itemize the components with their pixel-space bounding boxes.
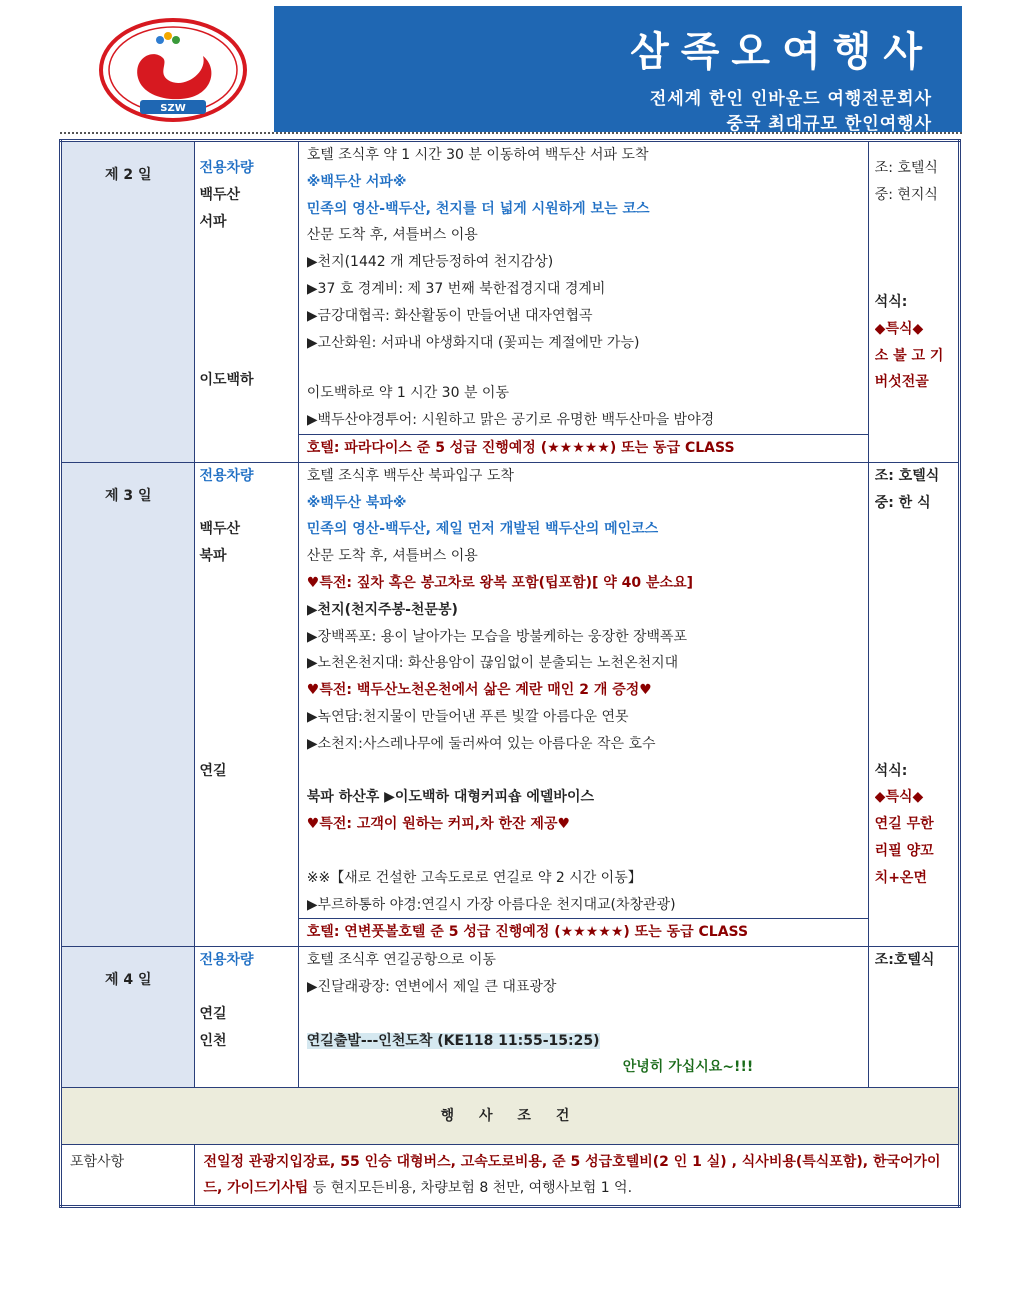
activity-line: ※※【새로 건설한 고속도로로 연길로 약 2 시간 이동】 xyxy=(306,869,642,886)
location-label: 북파 xyxy=(199,548,227,565)
special-meal: ◆특식◆ xyxy=(874,320,924,337)
activity-line: ▶37 호 경계비: 제 37 번째 북한접경지대 경계비 xyxy=(306,280,606,297)
activity-line: 북파 하산후 ▶이도백하 대형커피숍 에델바이스 xyxy=(306,789,594,806)
meal-line: 조: 호텔식 xyxy=(874,467,940,484)
special-meal: 소 불 고 기 xyxy=(874,347,944,364)
included-items: 전일정 관광지입장료, 55 인승 대형버스, 고속도로비용, 준 5 성급호텔비(2 인 1 실) , 식사비용(특식포함), 한국어가이드, 가이드기사팁 xyxy=(203,1154,941,1197)
meal-cell xyxy=(868,141,959,463)
included-text xyxy=(195,1145,960,1207)
activity-line: 이도백하로 약 1 시간 30 분 이동 xyxy=(306,385,509,402)
location-cell xyxy=(195,947,298,1088)
location-label: 전용차량 xyxy=(199,467,254,484)
conditions-title-row xyxy=(61,1088,960,1145)
activity-line: ▶백두산야경투어: 시원하고 맑은 공기로 유명한 백두산마을 밤야경 xyxy=(306,412,715,429)
meal-line: 중: 한 식 xyxy=(874,494,931,511)
activity-line: ▶천지(1442 개 계단등정하여 천지감상) xyxy=(306,254,554,271)
section-heading: 민족의 영산-백두산, 제일 먼저 개발된 백두산의 메인코스 xyxy=(306,521,659,538)
hotel-line: 호텔: 파라다이스 준 5 성급 진행예정 (★★★★★) 또는 동급 CLASS xyxy=(299,434,868,462)
company-logo xyxy=(98,18,248,122)
special-meal: 버섯전골 xyxy=(874,374,929,391)
activity-line: 산문 도착 후, 셔틀버스 이용 xyxy=(306,227,478,244)
special-meal: 리필 양꼬 xyxy=(874,842,934,859)
location-label: 인천 xyxy=(199,1032,227,1049)
activity-line: ▶장백폭포: 용이 날아가는 모습을 방불케하는 웅장한 장백폭포 xyxy=(306,628,688,645)
activity-line: ▶소천지:사스레나무에 둘러싸여 있는 아름다운 작은 호수 xyxy=(306,735,656,752)
activity-line: ▶녹연담:천지물이 만들어낸 푸른 빛깔 아름다운 연못 xyxy=(306,708,629,725)
meal-cell xyxy=(868,947,959,1088)
activity-cell xyxy=(298,462,868,946)
included-label: 포함사항 xyxy=(61,1145,195,1207)
farewell-text: 안녕히 가십시요~!!! xyxy=(622,1059,754,1076)
special-meal: ◆특식◆ xyxy=(874,789,924,806)
activity-line: ▶금강대협곡: 화산활동이 만들어낸 대자연협곡 xyxy=(306,307,593,324)
divider xyxy=(60,132,962,134)
meal-line: 조:호텔식 xyxy=(874,952,935,969)
activity-line: ▶천지(천지주봉-천문봉) xyxy=(306,601,458,618)
activity-line: ▶부르하통하 야경:연길시 가장 아름다운 천지대교(차창관광) xyxy=(306,896,676,913)
meal-line: 중: 현지식 xyxy=(874,186,938,203)
day-row xyxy=(61,947,960,1088)
location-cell xyxy=(195,462,298,946)
meal-line: 조: 호텔식 xyxy=(874,160,938,176)
company-subtitle: 전세계 한인 인바운드 여행전문회사 xyxy=(649,89,932,109)
activity-line: ▶진달래광장: 연변에서 제일 큰 대표광장 xyxy=(306,978,557,995)
meal-line: 석식: xyxy=(874,293,908,310)
section-heading: ※백두산 서파※ xyxy=(306,173,407,190)
section-heading: ※백두산 북파※ xyxy=(306,494,407,511)
activity-line: 호텔 조식후 백두산 북파입구 도착 xyxy=(306,467,514,484)
included-extra: 등 현지모든비용, 차량보험 8 천만, 여행사보험 1 억. xyxy=(308,1180,633,1197)
meal-line: 석식: xyxy=(874,762,908,779)
activity-line: 호텔 조식후 연길공항으로 이동 xyxy=(306,952,496,969)
location-label: 전용차량 xyxy=(199,952,254,969)
section-heading: 민족의 영산-백두산, 천지를 더 넓게 시원하게 보는 코스 xyxy=(306,200,650,217)
company-title: 삼족오여행사 xyxy=(630,29,934,75)
location-label: 백두산 xyxy=(199,521,241,538)
conditions-title: 행 사 조 건 xyxy=(61,1088,960,1145)
special-meal: 연길 무한 xyxy=(874,816,934,833)
location-label: 서파 xyxy=(199,213,227,230)
location-label: 연길 xyxy=(199,762,227,779)
logo-text: SZW xyxy=(160,103,186,114)
day-row xyxy=(61,462,960,946)
location-label: 백두산 xyxy=(199,186,241,203)
flight-info: 연길출발---인천도착 (KE118 11:55-15:25) xyxy=(306,1032,600,1049)
activity-line: ▶고산화원: 서파내 야생화지대 (꽃피는 계절에만 가능) xyxy=(306,334,640,351)
activity-line: 산문 도착 후, 셔틀버스 이용 xyxy=(306,548,478,565)
location-cell xyxy=(195,141,298,463)
special-meal: 치+온면 xyxy=(874,869,927,886)
activity-line: ▶노천온천지대: 화산용암이 끊임없이 분출되는 노천온천지대 xyxy=(306,655,679,672)
activity-cell xyxy=(298,947,868,1088)
header xyxy=(0,0,1024,135)
company-banner xyxy=(274,6,962,132)
location-label: 전용차량 xyxy=(199,160,254,176)
conditions-row xyxy=(61,1145,960,1207)
location-label: 연길 xyxy=(199,1005,227,1022)
special-offer: ♥특전: 짚차 혹은 봉고차로 왕복 포함(팁포함)[ 약 40 분소요] xyxy=(306,574,694,591)
activity-cell xyxy=(298,141,868,463)
day-label: 제 3 일 xyxy=(61,462,195,946)
company-subtitle-2: 중국 최대규모 한인여행사 xyxy=(726,114,932,134)
day-label: 제 2 일 xyxy=(61,141,195,463)
day-label: 제 4 일 xyxy=(61,947,195,1088)
special-offer: ♥특전: 백두산노천온천에서 삶은 계란 매인 2 개 증정♥ xyxy=(306,682,652,699)
day-row xyxy=(61,141,960,463)
activity-line: 호텔 조식후 약 1 시간 30 분 이동하여 백두산 서파 도착 xyxy=(306,147,649,163)
location-label: 이도백하 xyxy=(199,371,254,388)
hotel-line: 호텔: 연변풋볼호텔 준 5 성급 진행예정 (★★★★★) 또는 동급 CLASS xyxy=(299,918,868,946)
special-offer: ♥특전: 고객이 원하는 커피,차 한잔 제공♥ xyxy=(306,816,571,833)
itinerary-table xyxy=(59,139,961,1208)
meal-cell xyxy=(868,462,959,946)
